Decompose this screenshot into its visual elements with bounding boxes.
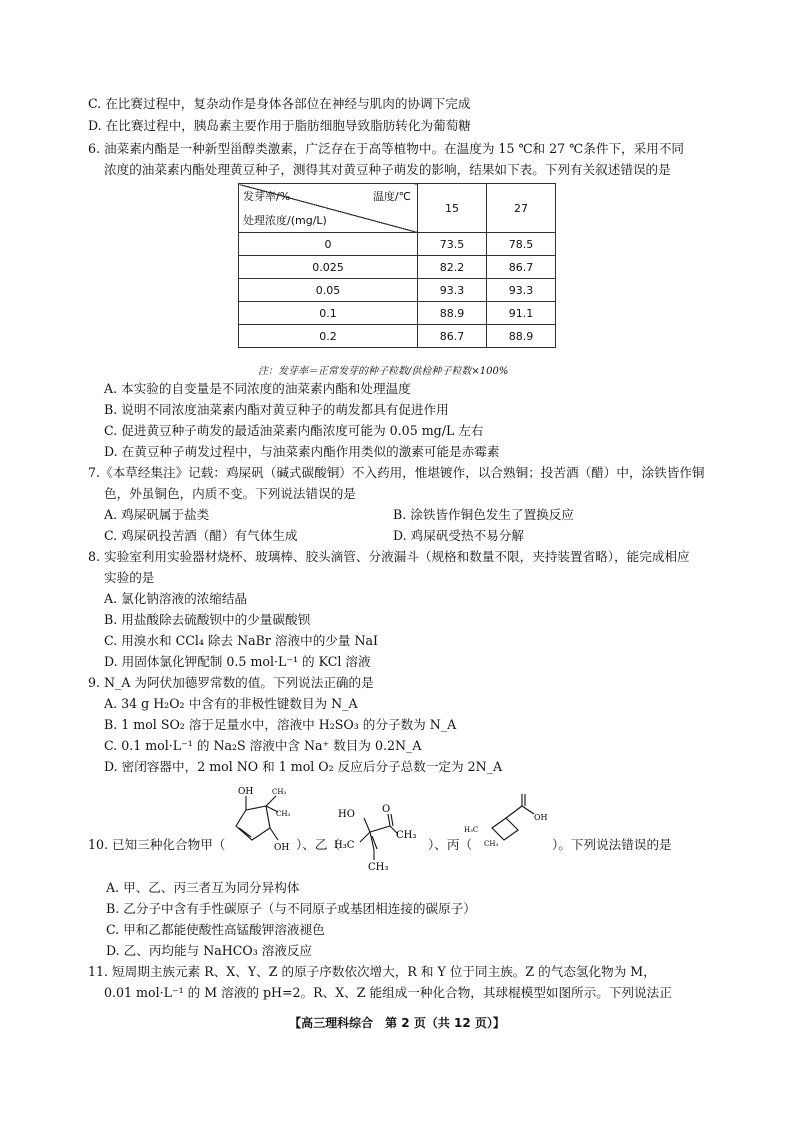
q8-option-d: D. 用固体氯化钾配制 0.5 mol·L⁻¹ 的 KCl 溶液 bbox=[104, 654, 371, 669]
jia-ch3-a: CH₃ bbox=[272, 788, 287, 796]
germination-table bbox=[238, 183, 556, 348]
temp-27: 27 bbox=[487, 184, 556, 233]
q10-option-b: B. 乙分子中含有手性碳原子（与不同原子或基团相连接的碳原子） bbox=[106, 901, 476, 916]
table-corner-cell bbox=[239, 184, 418, 233]
table-row bbox=[239, 233, 556, 256]
conc-cell: 0.025 bbox=[239, 256, 418, 279]
q9-option-d: D. 密闭容器中，2 mol NO 和 1 mol O₂ 反应后分子总数一定为 2N_A bbox=[104, 759, 503, 774]
conc-cell: 0.05 bbox=[239, 279, 418, 302]
rate-cell: 88.9 bbox=[487, 325, 556, 348]
rate-cell: 73.5 bbox=[418, 233, 487, 256]
rate-cell: 93.3 bbox=[418, 279, 487, 302]
conc-cell: 0.1 bbox=[239, 302, 418, 325]
q7-stem-line2: 色，外虽铜色，内质不变。下列说法错误的是 bbox=[104, 486, 356, 501]
q6-stem-line1: 6. 油菜素内酯是一种新型甾醇类激素，广泛存在于高等植物中。在温度为 15 ℃和 27 ℃条件下，采用不同 bbox=[88, 141, 685, 156]
structure-jia bbox=[216, 782, 296, 858]
rate-cell: 88.9 bbox=[418, 302, 487, 325]
q10-stem-part1: 10. 已知三种化合物甲（ bbox=[88, 837, 226, 852]
table-row bbox=[239, 302, 556, 325]
q10-stem-part3: ）、丙（ bbox=[428, 837, 473, 852]
q10-option-d: D. 乙、丙均能与 NaHCO₃ 溶液反应 bbox=[106, 943, 313, 958]
q9-option-c: C. 0.1 mol·L⁻¹ 的 Na₂S 溶液中含 Na⁺ 数目为 0.2N_A bbox=[104, 738, 422, 753]
yi-h3c: H₃C bbox=[334, 840, 355, 851]
rate-cell: 91.1 bbox=[487, 302, 556, 325]
q11-stem-line2: 0.01 mol·L⁻¹ 的 M 溶液的 pH=2。R、X、Z 能组成一种化合物，其球棍模型如图所示。下列说法正 bbox=[104, 985, 672, 1000]
q5-option-d: D. 在比赛过程中，胰岛素主要作用于脂肪细胞导致脂肪转化为葡萄糖 bbox=[88, 118, 471, 133]
q9-option-a: A. 34 g H₂O₂ 中含有的非极性键数目为 N_A bbox=[104, 696, 358, 711]
q8-option-a: A. 氯化钠溶液的浓缩结晶 bbox=[104, 591, 248, 606]
bing-ch3: CH₃ bbox=[484, 840, 499, 848]
jia-oh-bottom: OH bbox=[274, 843, 290, 853]
q9-option-b: B. 1 mol SO₂ 溶于足量水中，溶液中 H₂SO₃ 的分子数为 N_A bbox=[104, 717, 457, 732]
header-temp: 温度/℃ bbox=[372, 190, 411, 203]
rate-cell: 86.7 bbox=[418, 325, 487, 348]
structure-yi bbox=[334, 800, 426, 872]
q10-option-a: A. 甲、乙、丙三者互为同分异构体 bbox=[106, 880, 300, 895]
q11-stem-line1: 11. 短周期主族元素 R、X、Y、Z 的原子序数依次增大，R 和 Y 位于同主族。Z 的气态氢化物为 M， bbox=[88, 964, 656, 979]
q6-option-a: A. 本实验的自变量是不同浓度的油菜素内酯和处理温度 bbox=[104, 381, 411, 396]
q10-stem-part4: ）。下列说法错误的是 bbox=[552, 837, 672, 852]
q6-option-d: D. 在黄豆种子萌发过程中，与油菜素内酯作用类似的激素可能是赤霉素 bbox=[104, 444, 500, 459]
conc-cell: 0.2 bbox=[239, 325, 418, 348]
q7-option-a: A. 鸡屎矾属于盐类 bbox=[104, 507, 210, 522]
temp-15: 15 bbox=[418, 184, 487, 233]
rate-cell: 78.5 bbox=[487, 233, 556, 256]
jia-ch3-b: CH₃ bbox=[276, 810, 291, 818]
q8-option-c: C. 用溴水和 CCl₄ 除去 NaBr 溶液中的少量 NaI bbox=[104, 633, 378, 648]
bing-h3c: H₃C bbox=[464, 826, 479, 834]
q8-stem-line1: 8. 实验室利用实验器材烧杯、玻璃棒、胶头滴管、分液漏斗（规格和数量不限，夹持装置省略），能完成相应 bbox=[88, 549, 690, 564]
q7-stem-line1: 7.《本草经集注》记载：鸡屎矾（碱式碳酸铜）不入药用，惟堪镀作，以合熟铜；投苦酒（醋）中，涂铁皆作铜 bbox=[88, 465, 705, 480]
q6-option-b: B. 说明不同浓度油菜素内酯对黄豆种子的萌发都具有促进作用 bbox=[104, 402, 449, 417]
rate-cell: 93.3 bbox=[487, 279, 556, 302]
q5-option-c: C. 在比赛过程中，复杂动作是身体各部位在神经与肌肉的协调下完成 bbox=[88, 96, 471, 111]
q6-option-c: C. 促进黄豆种子萌发的最适油菜素内酯浓度可能为 0.05 mg/L 左右 bbox=[104, 423, 484, 438]
conc-cell: 0 bbox=[239, 233, 418, 256]
q8-stem-line2: 实验的是 bbox=[104, 570, 155, 585]
q7-option-d: D. 鸡屎矾受热不易分解 bbox=[393, 528, 524, 543]
q9-stem: 9. N_A 为阿伏加德罗常数的值。下列说法正确的是 bbox=[88, 675, 374, 690]
page-footer: 【高三理科综合 第 2 页（共 12 页）】 bbox=[289, 1016, 505, 1030]
rate-cell: 86.7 bbox=[487, 256, 556, 279]
yi-o: O bbox=[382, 804, 391, 815]
q7-option-c: C. 鸡屎矾投苦酒（醋）有气体生成 bbox=[104, 528, 298, 543]
q10-stem-part2: ）、乙（ bbox=[296, 837, 341, 852]
yi-ho: HO bbox=[338, 809, 355, 820]
structure-bing bbox=[462, 790, 556, 856]
q6-stem-line2: 浓度的油菜素内酯处理黄豆种子，测得其对黄豆种子萌发的影响，结果如下表。下列有关叙述错误的是 bbox=[104, 162, 671, 177]
table-row bbox=[239, 279, 556, 302]
q10-option-c: C. 甲和乙都能使酸性高锰酸钾溶液褪色 bbox=[106, 922, 325, 937]
table-row bbox=[239, 256, 556, 279]
jia-oh-top: OH bbox=[238, 787, 254, 797]
yi-ch3-b: CH₃ bbox=[368, 862, 389, 872]
header-conc: 处理浓度/(mg/L) bbox=[243, 214, 327, 227]
bing-oh: OH bbox=[534, 813, 548, 822]
q7-option-b: B. 涂铁皆作铜色发生了置换反应 bbox=[393, 507, 574, 522]
table-note: 注：发芽率＝正常发芽的种子粒数/供检种子粒数×100% bbox=[258, 366, 509, 377]
yi-ch3-a: CH₃ bbox=[396, 830, 417, 841]
q8-option-b: B. 用盐酸除去硫酸钡中的少量碳酸钡 bbox=[104, 612, 311, 627]
header-rate: 发芽率/% bbox=[243, 190, 291, 203]
rate-cell: 82.2 bbox=[418, 256, 487, 279]
table-row bbox=[239, 325, 556, 348]
